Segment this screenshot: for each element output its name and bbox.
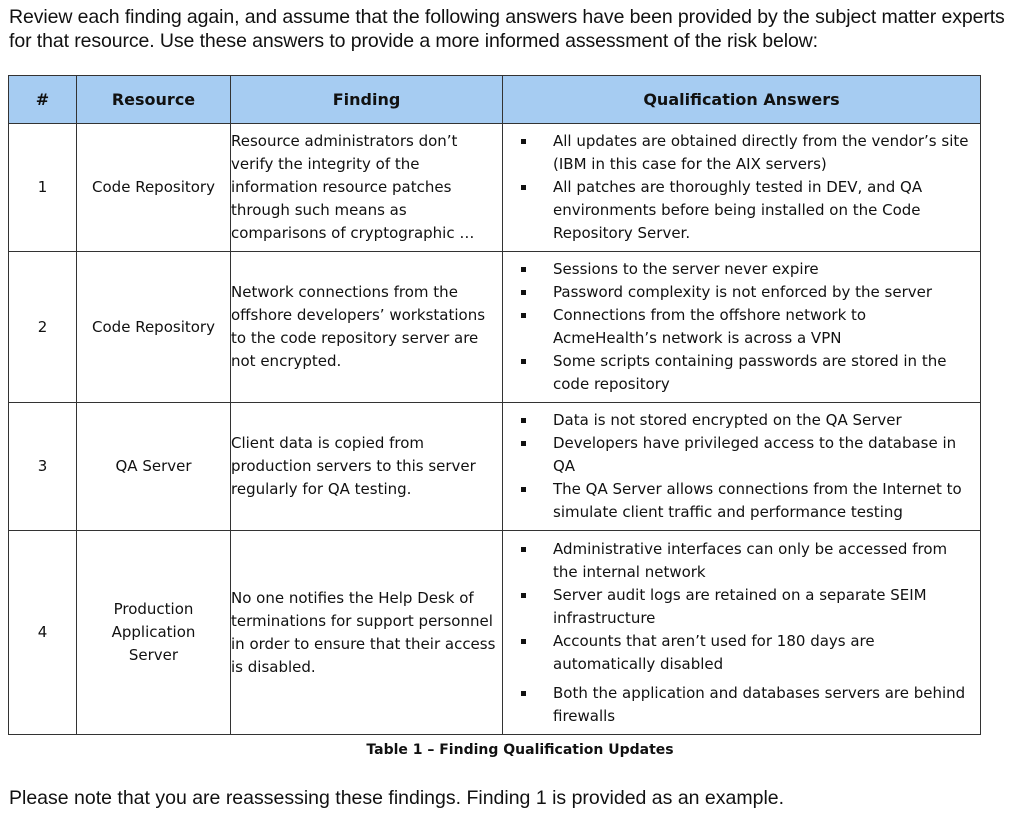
finding-cell: No one notifies the Help Desk of terminations for support personnel in order to ensure that their access is disabled.: [231, 531, 503, 735]
row-number: 3: [9, 403, 77, 531]
answers-list: [503, 254, 980, 400]
answers-cell: [503, 531, 981, 735]
answers-list: [503, 534, 980, 732]
answer-item: Both the application and databases servers are behind firewalls: [503, 682, 974, 728]
answers-list: [503, 126, 980, 249]
finding-cell: Client data is copied from production servers to this server regularly for QA testing.: [231, 403, 503, 531]
note-paragraph: Please note that you are reassessing these findings. Finding 1 is provided as an example.: [9, 787, 785, 809]
answers-list: [503, 405, 980, 528]
answers-cell: [503, 403, 981, 531]
answer-item: Password complexity is not enforced by the server: [503, 281, 974, 304]
header-resource: Resource: [77, 76, 231, 124]
answers-cell: [503, 252, 981, 403]
answer-item: Data is not stored encrypted on the QA Server: [503, 409, 974, 432]
resource-cell: Code Repository: [77, 124, 231, 252]
table-row: [9, 403, 981, 531]
answers-cell: [503, 124, 981, 252]
resource-cell: QA Server: [77, 403, 231, 531]
answer-item: Some scripts containing passwords are stored in the code repository: [503, 350, 974, 396]
row-number: 1: [9, 124, 77, 252]
answer-item: Server audit logs are retained on a separate SEIM infrastructure: [503, 584, 974, 630]
table-row: [9, 252, 981, 403]
table-header-row: [9, 76, 981, 124]
answer-item: Administrative interfaces can only be accessed from the internal network: [503, 538, 974, 584]
findings-table: [8, 75, 981, 735]
instructions-paragraph: Review each finding again, and assume that the following answers have been provided by the subject matter experts for that resource. Use these answers to provide a more informed assessment of the risk below:: [9, 6, 1005, 52]
row-number: 4: [9, 531, 77, 735]
finding-cell: Resource administrators don’t verify the integrity of the information resource patches through such means as comparisons of cryptographic …: [231, 124, 503, 252]
table-row: [9, 124, 981, 252]
answer-item: Developers have privileged access to the database in QA: [503, 432, 974, 478]
resource-cell: Code Repository: [77, 252, 231, 403]
finding-cell: Network connections from the offshore developers’ workstations to the code repository server are not encrypted.: [231, 252, 503, 403]
header-finding: Finding: [231, 76, 503, 124]
answer-item: Sessions to the server never expire: [503, 258, 974, 281]
resource-cell: Production Application Server: [77, 531, 231, 735]
answer-item: All updates are obtained directly from the vendor’s site (IBM in this case for the AIX servers): [503, 130, 974, 176]
header-qualification-answers: Qualification Answers: [503, 76, 981, 124]
answer-item: Accounts that aren’t used for 180 days are automatically disabled: [503, 630, 974, 676]
table-caption: Table 1 – Finding Qualification Updates: [366, 742, 674, 758]
answer-item: The QA Server allows connections from the Internet to simulate client traffic and performance testing: [503, 478, 974, 524]
table-row: [9, 531, 981, 735]
row-number: 2: [9, 252, 77, 403]
header-number: #: [9, 76, 77, 124]
answer-item: Connections from the offshore network to AcmeHealth’s network is across a VPN: [503, 304, 974, 350]
answer-item: All patches are thoroughly tested in DEV, and QA environments before being installed on the Code Repository Server.: [503, 176, 974, 245]
